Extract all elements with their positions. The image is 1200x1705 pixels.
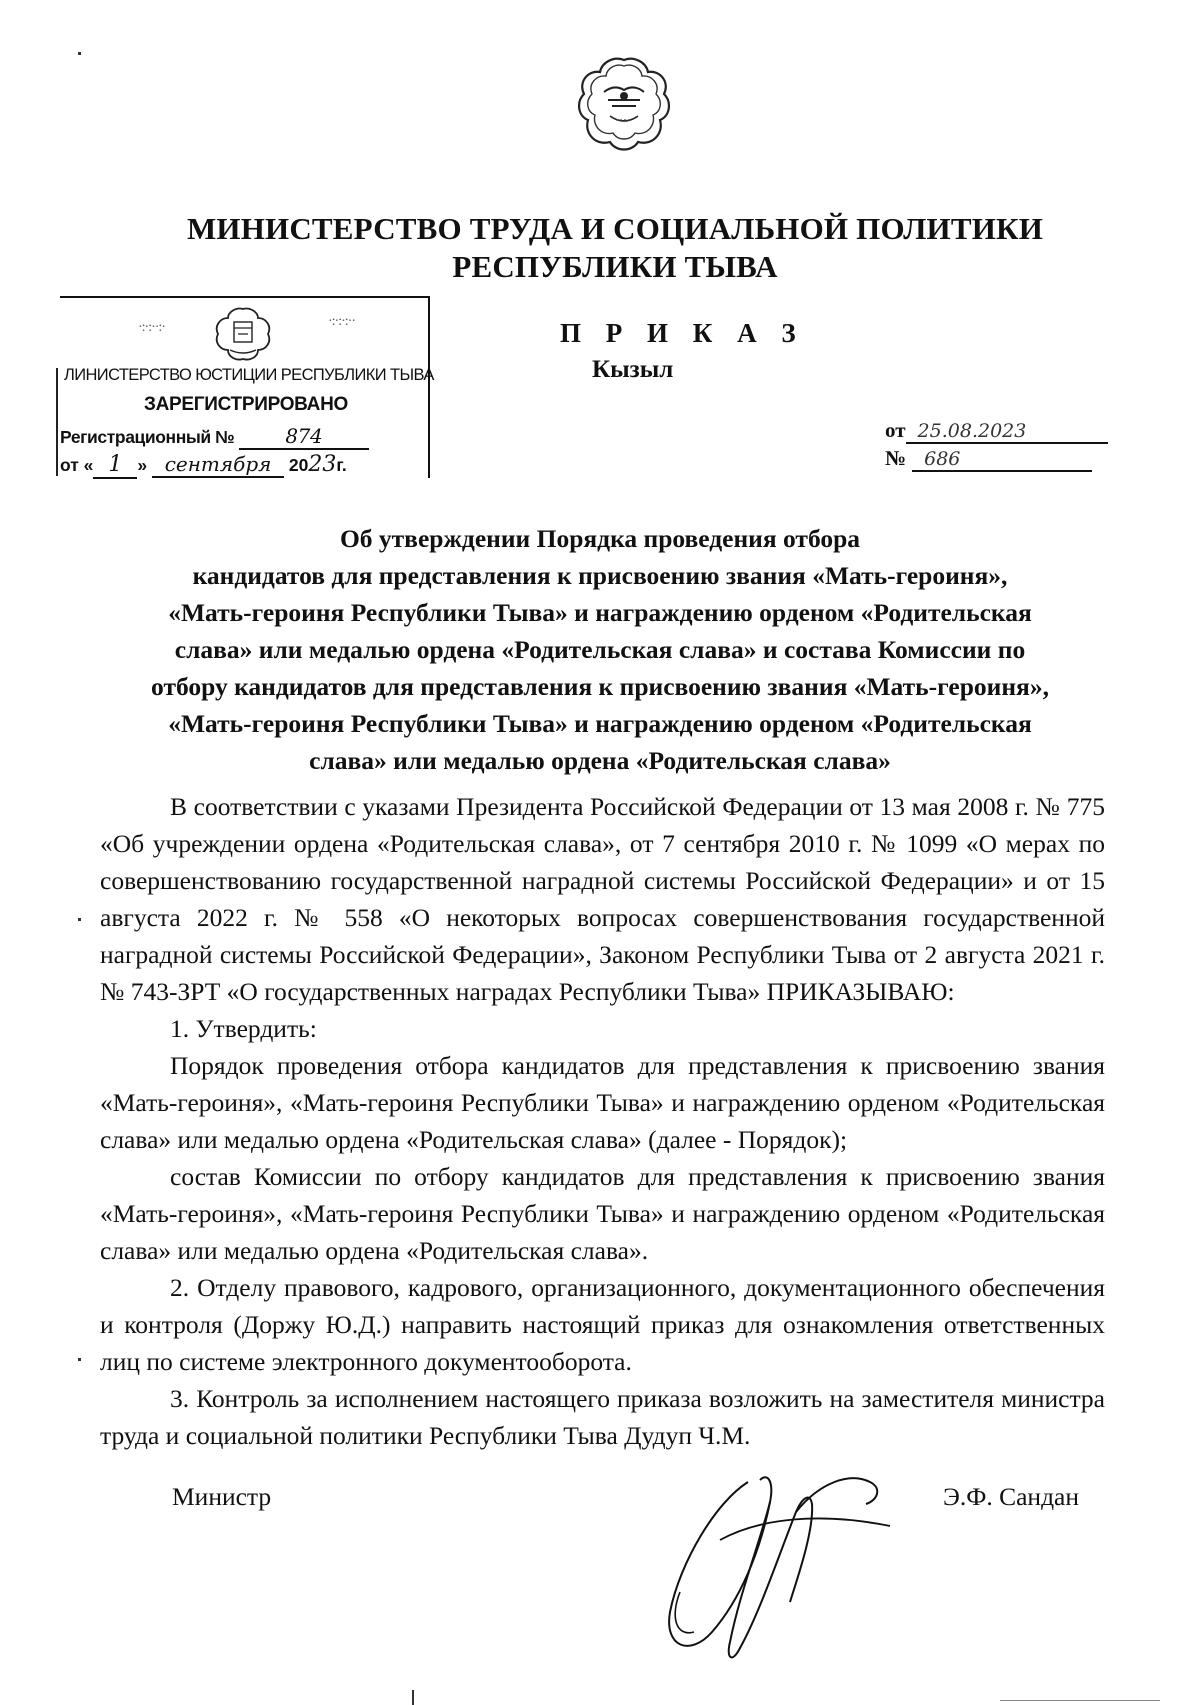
body-paragraph-procedure: Порядок проведения отбора кандидатов для представления к присвоению звания «Мать-героиня», «Мать-героиня Республики Тыва» и награждению орденом «Родительская слава» или медалью ордена «Родительская слава» (далее - Порядок); <box>100 1051 1105 1154</box>
order-body <box>100 788 1105 1454</box>
ministry-name-line1: МИНИСТЕРСТВО ТРУДА И СОЦИАЛЬНОЙ ПОЛИТИКИ <box>186 211 1044 246</box>
order-date-value: 25.08.2023 <box>906 420 1108 444</box>
body-paragraph-preamble: В соответствии с указами Президента Российской Федерации от 13 мая 2008 г. № 775 «Об учреждении ордена «Родительская слава», от 7 сентября 2010 г. № 1099 «О мерах по совершенствованию государственной наградной системы Российской Федерации» и от 15 августа 2022 г. № 558 «О некоторых вопросах совершенствования государственной наградной системы Российской Федерации», Законом Республики Тыва от 2 августа 2021 г. № 743-ЗРТ «О государственных наградах Республики Тыва» ПРИКАЗЫВАЮ: <box>100 792 1105 1006</box>
stamp-year-prefix: 20 <box>288 455 309 475</box>
stamp-reg-label: Регистрационный № <box>60 427 235 447</box>
stamp-noise: ·:·:·:·· <box>328 314 355 329</box>
body-paragraph-item-1: 1. Утвердить: <box>170 1014 317 1043</box>
body-paragraph-commission: состав Комиссии по отбору кандидатов для представления к присвоению звания «Мать-героиня», «Мать-героиня Республики Тыва» и награждению орденом «Родительская слава» или медалью ордена «Родительская слава». <box>100 1162 1105 1265</box>
stamp-status: ЗАРЕГИСТРИРОВАНО <box>144 394 348 415</box>
order-number <box>885 446 1092 472</box>
stamp-emblem-icon <box>212 306 274 362</box>
scan-speck <box>78 1358 81 1361</box>
order-title <box>90 520 1110 779</box>
registration-stamp <box>60 296 434 478</box>
title-line: отбору кандидатов для представления к присвоению звания «Мать-героиня», <box>151 672 1049 701</box>
handwritten-signature-icon <box>620 1442 920 1672</box>
order-number-label: № <box>885 446 907 470</box>
republic-emblem-icon <box>576 54 672 154</box>
ministry-header <box>0 210 1200 286</box>
order-type: П Р И К А З <box>560 318 805 348</box>
title-line: слава» или медалью ордена «Родительская слава» <box>309 746 891 775</box>
stamp-date-mid: » <box>137 455 148 475</box>
ministry-name-line2: РЕСПУБЛИКИ ТЫВА <box>452 249 778 284</box>
title-line: Об утверждении Порядка проведения отбора <box>339 524 861 553</box>
title-line: кандидатов для представления к присвоению звания «Мать-героиня», <box>192 561 1008 590</box>
order-city: Кызыл <box>592 356 674 383</box>
scan-dash <box>1000 1700 1160 1701</box>
stamp-organization: ЛИНИСТЕРСТВО ЮСТИЦИИ РЕСПУБЛИКИ ТЫВА <box>64 366 434 384</box>
title-line: слава» или медалью ордена «Родительская слава» и состава Комиссии по <box>174 635 1026 664</box>
scan-speck <box>78 918 81 921</box>
order-date-label: от <box>885 418 906 442</box>
signatory-name: Э.Ф. Сандан <box>943 1482 1080 1511</box>
stamp-year-end: г. <box>336 455 347 475</box>
stamp-noise: ·:·:··:· <box>138 320 165 335</box>
scan-speck <box>78 52 81 55</box>
stamp-date-prefix: от « <box>60 455 94 475</box>
order-number-value: 686 <box>912 448 1092 472</box>
stamp-reg-number-value: 874 <box>239 424 369 450</box>
stamp-registration-number <box>60 424 369 450</box>
scan-speck <box>412 1690 414 1705</box>
stamp-date-month: сентября <box>152 452 284 478</box>
stamp-date-day: 1 <box>93 452 137 479</box>
stamp-year-suffix: 23 <box>308 452 337 477</box>
stamp-date <box>60 452 347 479</box>
stamp-left-border <box>56 368 58 476</box>
title-line: «Мать-героиня Республики Тыва» и награждению орденом «Родительская <box>168 709 1032 738</box>
body-paragraph-item-2: 2. Отделу правового, кадрового, организационного, документационного обеспечения и контроля (Доржу Ю.Д.) направить настоящий приказ для ознакомления ответственных лиц по системе электронного документооборота. <box>100 1273 1105 1376</box>
body-paragraph-item-3: 3. Контроль за исполнением настоящего приказа возложить на заместителя министра труда и социальной политики Республики Тыва Дудуп Ч.М. <box>100 1384 1105 1450</box>
signatory-position: Министр <box>172 1482 272 1511</box>
order-date <box>885 418 1108 444</box>
title-line: «Мать-героиня Республики Тыва» и награждению орденом «Родительская <box>168 598 1032 627</box>
